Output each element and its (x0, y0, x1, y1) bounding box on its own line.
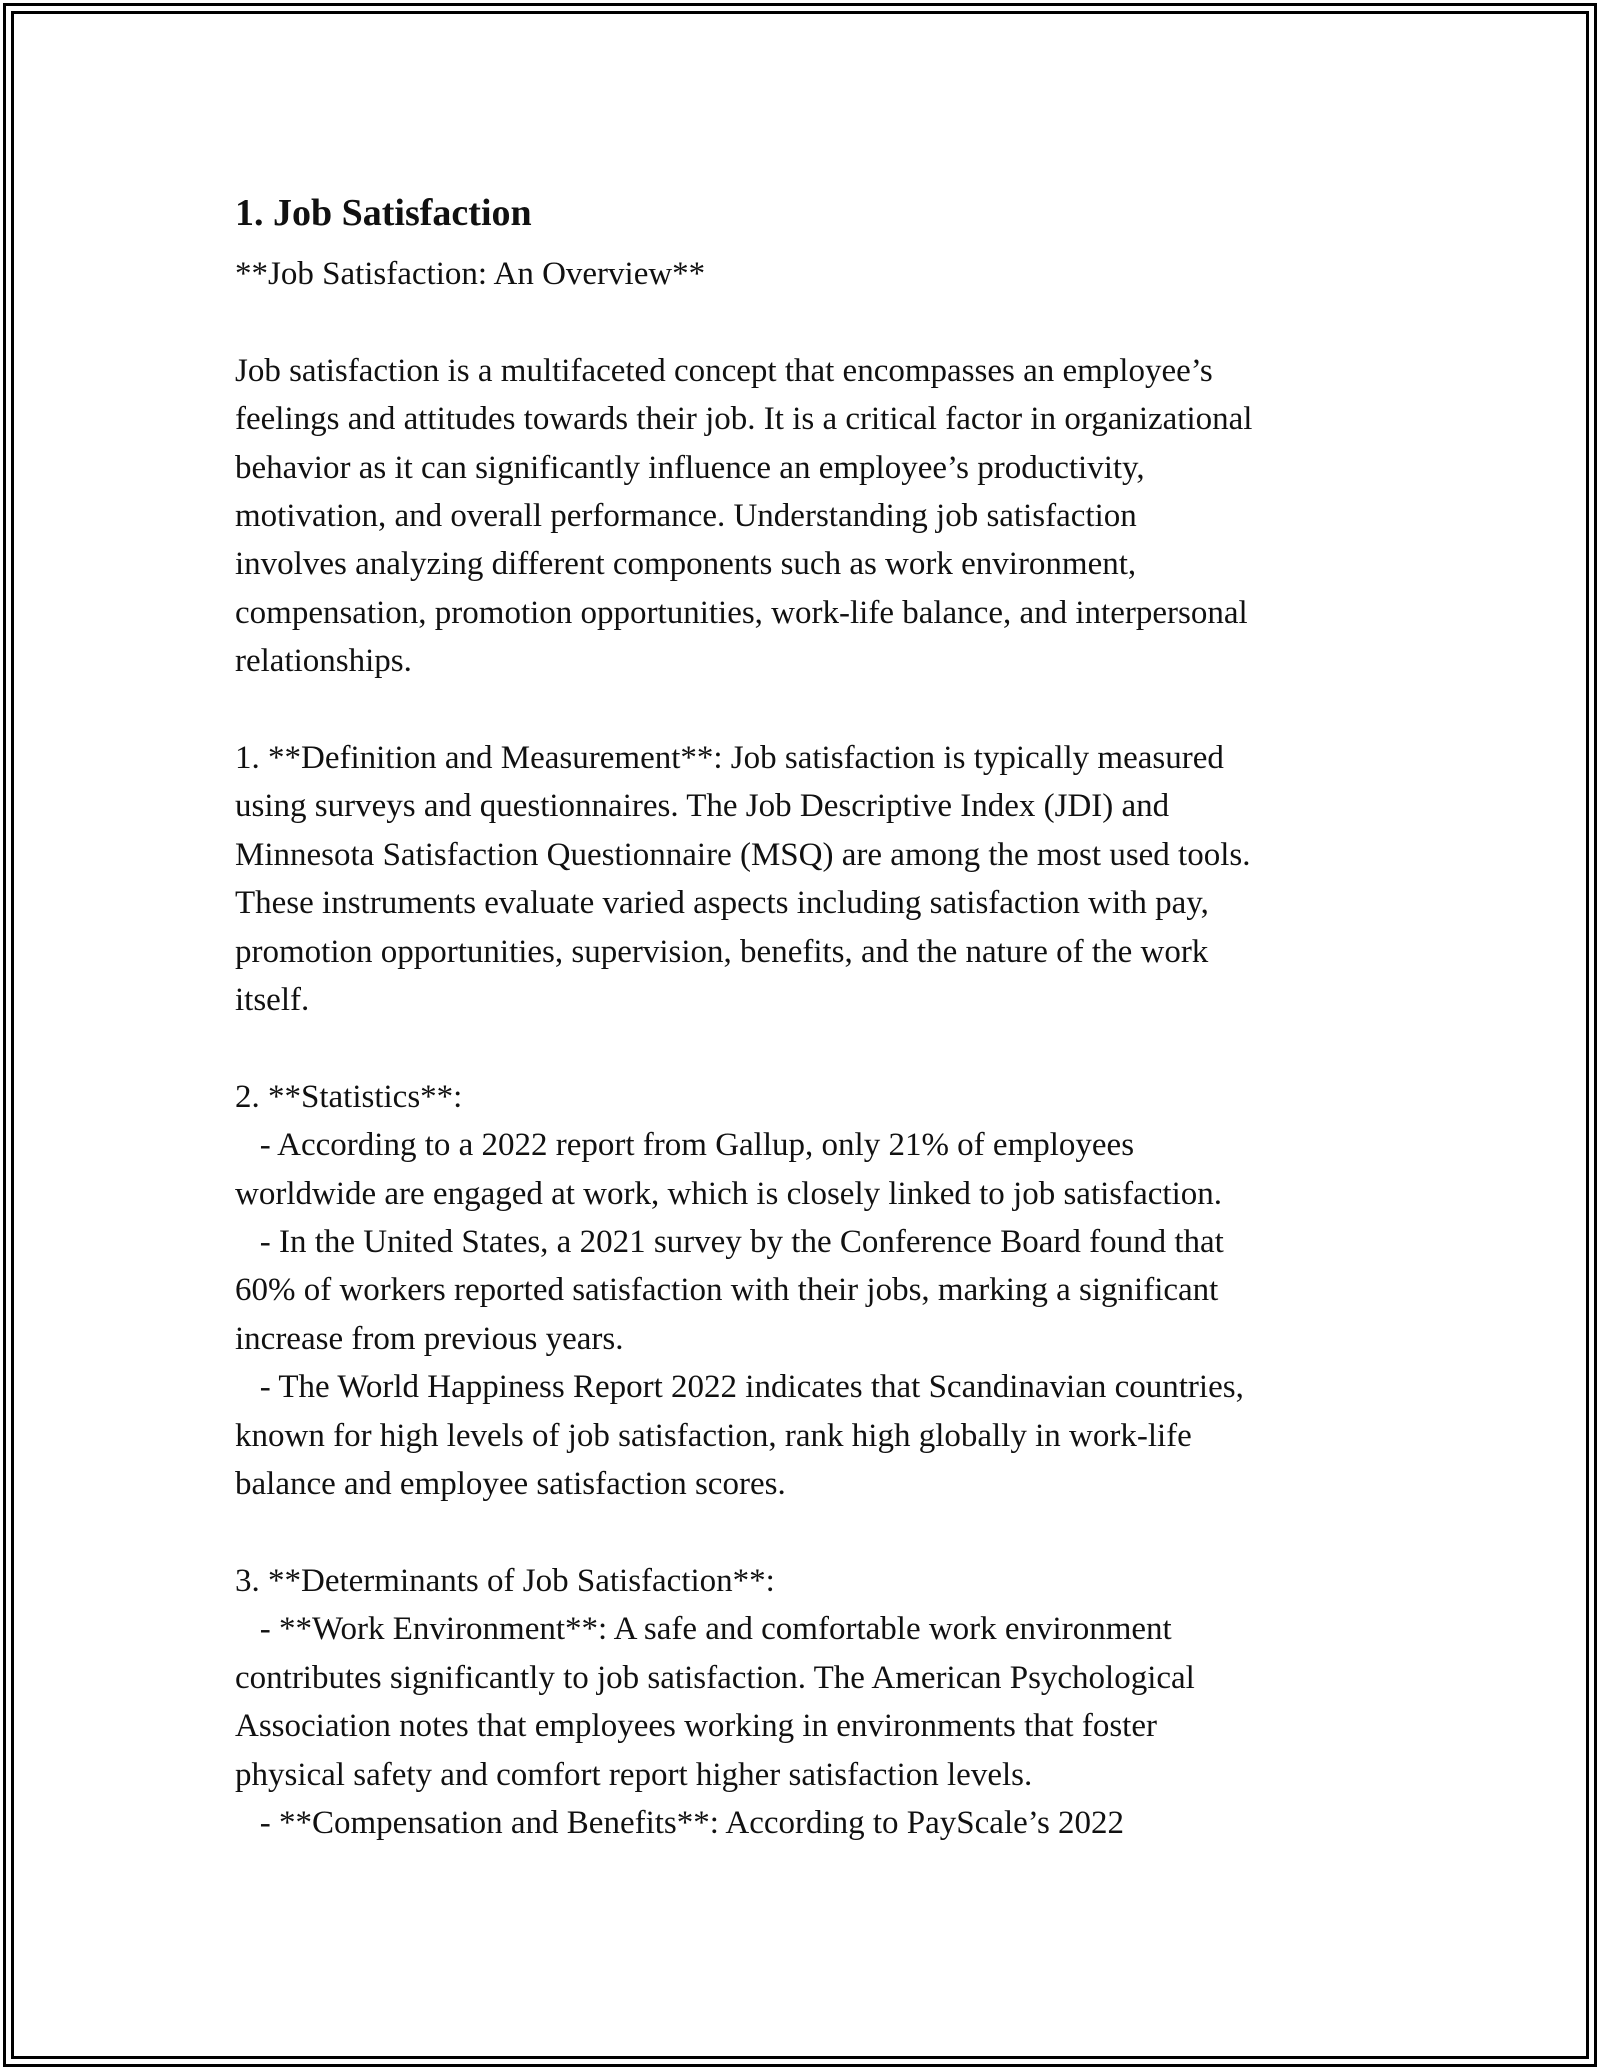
text-line: feelings and attitudes towards their job. It is a critical factor in organizational (235, 401, 1253, 438)
text-line: These instruments evaluate varied aspects including satisfaction with pay, (235, 885, 1209, 922)
text-line: - According to a 2022 report from Gallup, only 21% of employees (235, 1127, 1135, 1164)
blank-line (235, 1024, 1395, 1072)
text-line: itself. (235, 982, 310, 1019)
text-line: - The World Happiness Report 2022 indicates that Scandinavian countries, (235, 1369, 1244, 1406)
blank-line (235, 298, 1395, 346)
text-line: physical safety and comfort report higher satisfaction levels. (235, 1756, 1033, 1793)
document-body (235, 186, 1395, 1847)
text-line: behavior as it can significantly influence an employee’s productivity, (235, 449, 1145, 486)
text-line: - **Work Environment**: A safe and comfortable work environment (235, 1611, 1172, 1648)
text-line: known for high levels of job satisfaction, rank high globally in work-life (235, 1417, 1192, 1454)
text-line: Job satisfaction is a multifaceted concept that encompasses an employee’s (235, 352, 1213, 389)
text-line: 1. **Definition and Measurement**: Job satisfaction is typically measured (235, 740, 1224, 777)
text-line: Minnesota Satisfaction Questionnaire (MSQ) are among the most used tools. (235, 836, 1251, 873)
text-line: 60% of workers reported satisfaction with their jobs, marking a significant (235, 1272, 1219, 1309)
text-line: involves analyzing different components such as work environment, (235, 546, 1137, 583)
text-line: balance and employee satisfaction scores. (235, 1466, 786, 1503)
text-line: 2. **Statistics**: (235, 1078, 463, 1115)
text-line: promotion opportunities, supervision, benefits, and the nature of the work (235, 933, 1209, 970)
text-line: - In the United States, a 2021 survey by the Conference Board found that (235, 1224, 1224, 1261)
section-heading: 1. Job Satisfaction (235, 192, 532, 234)
text-line: **Job Satisfaction: An Overview** (235, 256, 706, 292)
text-line: 3. **Determinants of Job Satisfaction**: (235, 1562, 775, 1599)
text-lines (235, 250, 1395, 1847)
text-line: worldwide are engaged at work, which is closely linked to job satisfaction. (235, 1175, 1222, 1212)
text-line: compensation, promotion opportunities, work-life balance, and interpersonal (235, 594, 1248, 631)
blank-line (235, 1509, 1395, 1557)
text-line: using surveys and questionnaires. The Job Descriptive Index (JDI) and (235, 788, 1170, 825)
blank-line (235, 686, 1395, 734)
text-line: Association notes that employees working in environments that foster (235, 1708, 1157, 1745)
text-line: - **Compensation and Benefits**: According to PayScale’s 2022 (235, 1804, 1125, 1841)
text-line: increase from previous years. (235, 1320, 624, 1357)
text-line: contributes significantly to job satisfaction. The American Psychological (235, 1659, 1195, 1696)
text-line: motivation, and overall performance. Understanding job satisfaction (235, 498, 1137, 535)
text-line: relationships. (235, 643, 412, 680)
